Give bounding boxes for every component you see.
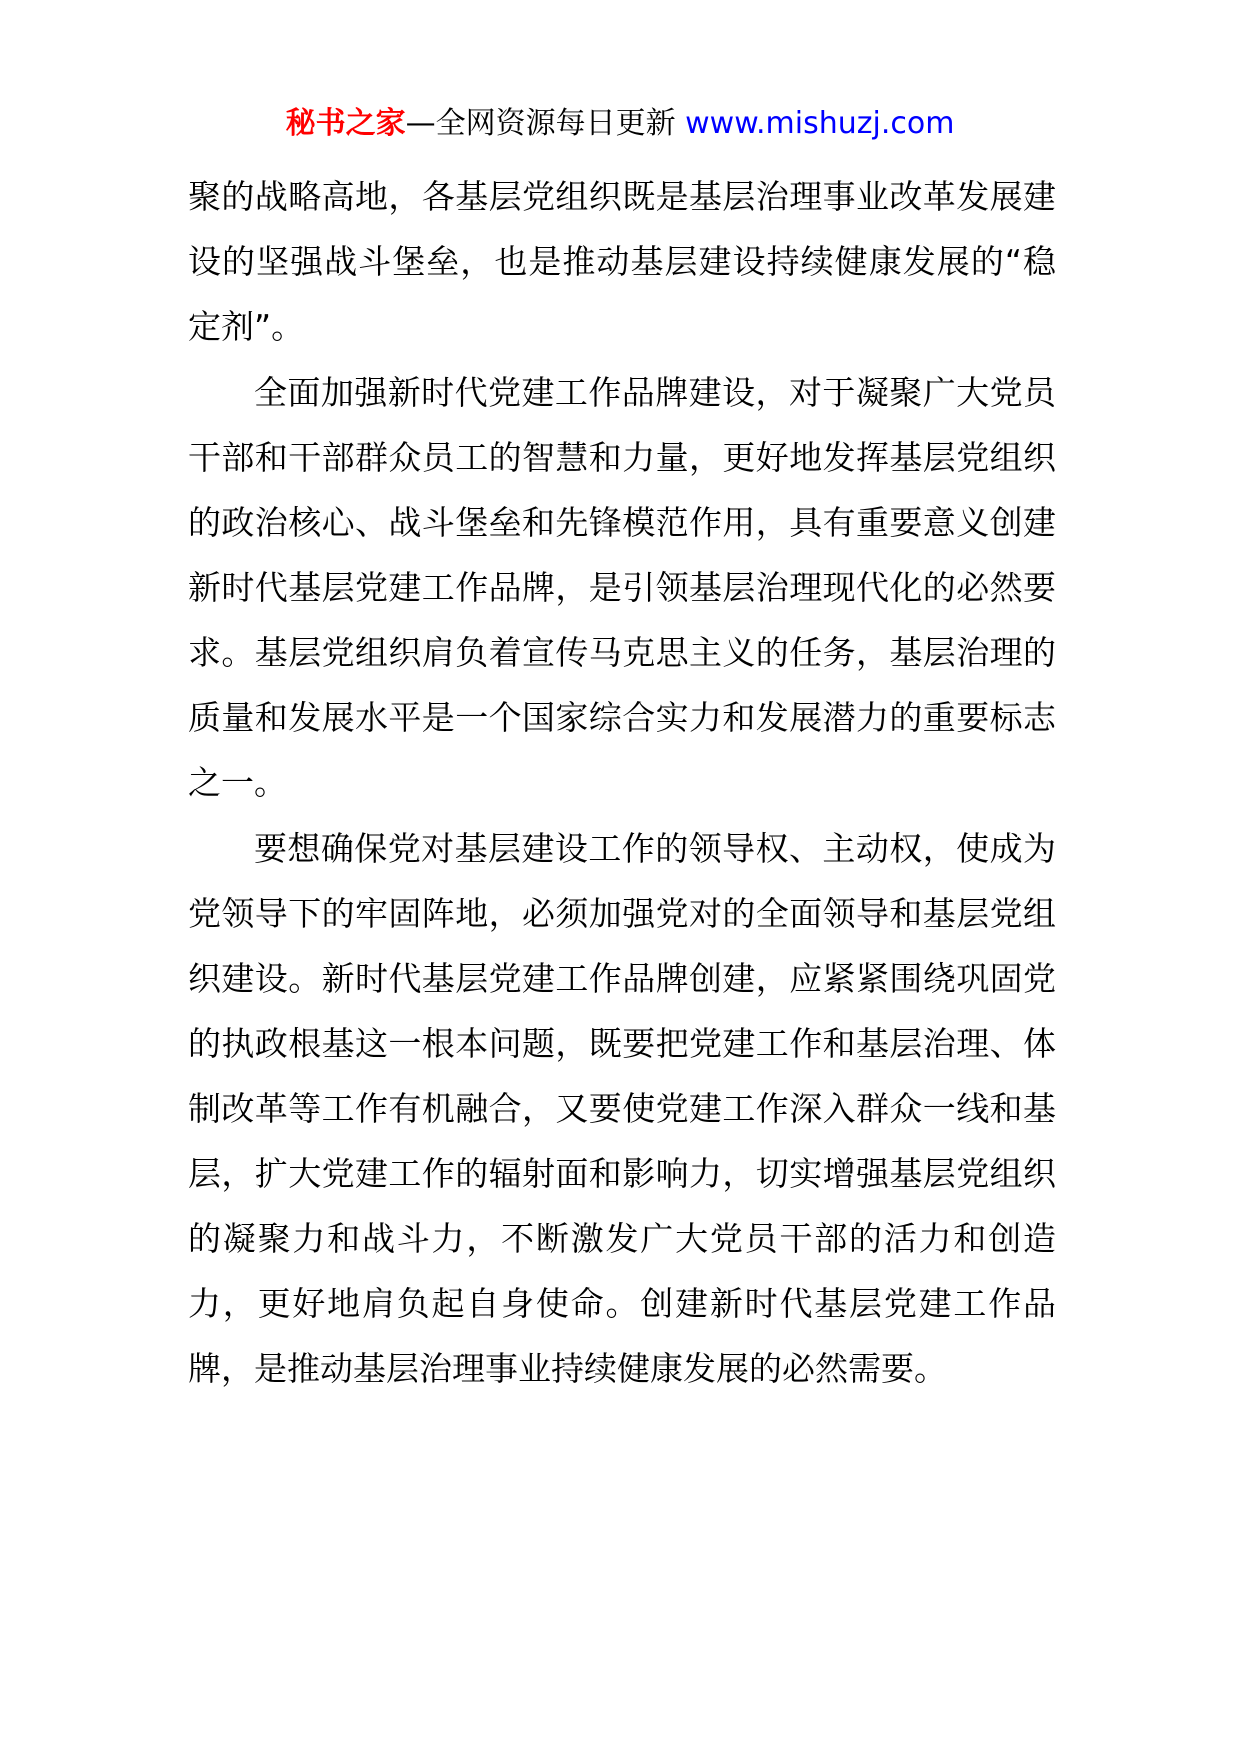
paragraph-3: 要想确保党对基层建设工作的领导权、主动权，使成为党领导下的牢固阵地，必须加强党对的全面领导和基层党组织建设。新时代基层党建工作品牌创建，应紧紧围绕巩固党的执政根基这一根本问题，既要把党建工作和基层治理、体制改革等工作有机融合，又要使党建工作深入群众一线和基层，扩大党建工作的辐射面和影响力，切实增强基层党组织的凝聚力和战斗力，不断激发广大党员干部的活力和创造力，更好地肩负起自身使命。创建新时代基层党建工作品牌，是推动基层治理事业持续健康发展的必然需要。 — [188, 829, 1056, 1388]
paragraph-1: 聚的战略高地，各基层党组织既是基层治理事业改革发展建设的坚强战斗堡垒，也是推动基层建设持续健康发展的“稳定剂”。 — [188, 177, 1056, 346]
brand-name: 秘书之家 — [285, 106, 406, 141]
paragraph-2: 全面加强新时代党建工作品牌建设，对于凝聚广大党员干部和干部群众员工的智慧和力量，更好地发挥基层党组织的政治核心、战斗堡垒和先锋模范作用，具有重要意义创建新时代基层党建工作品牌，是引领基层治理现代化的必然要求。基层党组织肩负着宣传马克思主义的任务，基层治理的质量和发展水平是一个国家综合实力和发展潜力的重要标志之一。 — [188, 373, 1056, 802]
header-tagline: —全网资源每日更新 — [405, 106, 676, 141]
document-body — [188, 164, 1056, 1401]
header-url[interactable]: www.mishuzj.com — [685, 106, 955, 141]
page-header — [0, 102, 1240, 146]
